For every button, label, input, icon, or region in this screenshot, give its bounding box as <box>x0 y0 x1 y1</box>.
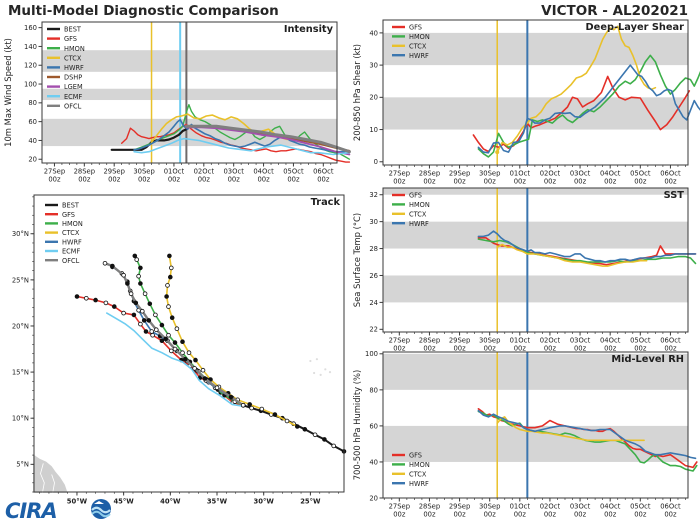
y-tick-label: 40 <box>28 136 37 145</box>
track-point-marker <box>160 339 164 343</box>
track-point-marker <box>160 323 164 327</box>
x-tick-date-label: 06Oct <box>660 336 681 345</box>
cira-logo <box>4 496 129 525</box>
x-tick-date-label: 06Oct <box>660 169 681 178</box>
x-tick-hour-label: 00z <box>108 175 121 184</box>
x-tick-date-label: 02Oct <box>539 169 561 178</box>
legend-label-BEST: BEST <box>62 201 79 210</box>
track-point-marker <box>173 341 177 345</box>
track-point-marker <box>144 330 148 334</box>
x-tick-hour-label: 00z <box>393 510 406 519</box>
y-axis-label: 200-850 hPa Shear (kt) <box>352 43 362 142</box>
x-tick-date-label: 02Oct <box>539 502 561 511</box>
track-point-marker <box>111 264 115 268</box>
legend-label-GFS: GFS <box>64 35 77 44</box>
x-tick-date-label: 30Sep <box>478 169 501 178</box>
y-tick-label: 28 <box>369 244 378 253</box>
x-tick-date-label: 28Sep <box>418 502 441 511</box>
x-tick-label: 25°W <box>300 497 321 506</box>
x-tick-hour-label: 00z <box>137 175 151 184</box>
legend-label-HMON: HMON <box>409 461 430 469</box>
track-point-marker <box>112 305 116 309</box>
legend-label-HWRF: HWRF <box>409 479 429 488</box>
track-point-marker <box>323 438 327 442</box>
track-point-marker <box>164 337 168 341</box>
x-tick-hour-label: 00z <box>573 177 587 186</box>
track-point-marker <box>126 282 130 286</box>
y-tick-label: 80 <box>369 386 378 395</box>
track-point-marker <box>139 322 143 326</box>
track-point-marker <box>203 377 207 381</box>
x-tick-hour-label: 00z <box>573 344 587 353</box>
track-point-marker <box>134 301 138 305</box>
track-point-marker <box>129 292 133 296</box>
track-point-marker <box>332 444 336 448</box>
x-tick-date-label: 28Sep <box>418 336 441 345</box>
x-tick-date-label: 29Sep <box>448 502 471 511</box>
x-tick-date-label: 29Sep <box>448 336 471 345</box>
x-tick-date-label: 05Oct <box>283 167 304 176</box>
legend-label-HMON: HMON <box>62 220 83 228</box>
y-tick-label: 10 <box>369 125 378 134</box>
track-point-marker <box>248 403 252 407</box>
track-point-marker <box>104 301 108 305</box>
legend-label-HMON: HMON <box>409 201 430 209</box>
legend-label-GFS: GFS <box>409 23 422 32</box>
x-tick-hour-label: 00z <box>287 175 300 184</box>
track-point-marker <box>273 413 277 417</box>
track-point-marker <box>175 327 179 331</box>
panel-title: Mid-Level RH <box>611 354 684 365</box>
x-tick-label: 50°W <box>66 497 88 506</box>
cira-logo-text: CIRA <box>5 499 57 523</box>
legend-label-DSHP: DSHP <box>64 73 83 82</box>
legend-label-GFS: GFS <box>62 210 75 219</box>
track-point-marker <box>147 319 151 323</box>
panel-title: SST <box>663 190 684 201</box>
legend-label-CTCX: CTCX <box>409 470 427 479</box>
y-tick-label: 20 <box>369 494 378 503</box>
y-tick-label: 60 <box>369 422 378 431</box>
track-point-marker <box>241 403 245 407</box>
x-tick-date-label: 01Oct <box>509 502 531 511</box>
panel-track <box>12 195 346 506</box>
panel-shear <box>352 20 700 186</box>
x-tick-date-label: 01Oct <box>509 336 531 345</box>
panel-sst <box>352 188 696 353</box>
track-point-marker <box>169 349 173 353</box>
x-tick-date-label: 05Oct <box>630 169 651 178</box>
legend-label-HWRF: HWRF <box>64 64 84 72</box>
track-point-marker <box>169 266 173 270</box>
x-tick-hour-label: 00z <box>227 175 240 184</box>
x-tick-label: 40°W <box>160 497 181 506</box>
x-tick-date-label: 28Sep <box>73 167 96 176</box>
track-point-marker <box>229 395 233 399</box>
legend-sst <box>392 192 430 228</box>
x-tick-hour-label: 00z <box>604 344 617 353</box>
y-tick-label: 40 <box>369 458 378 467</box>
track-point-marker <box>260 407 264 411</box>
x-tick-date-label: 04Oct <box>599 336 621 345</box>
x-tick-hour-label: 00z <box>453 344 466 353</box>
y-tick-label: 26 <box>369 271 378 280</box>
track-point-marker <box>168 254 172 258</box>
x-tick-date-label: 04Oct <box>599 169 621 178</box>
legend-label-ECMF: ECMF <box>64 92 83 101</box>
x-tick-hour-label: 00z <box>543 177 557 186</box>
track-point-marker <box>94 298 98 302</box>
y-tick-label: 32 <box>369 191 378 200</box>
legend-label-OFCL: OFCL <box>62 256 80 265</box>
x-tick-hour-label: 00z <box>393 344 406 353</box>
island <box>320 374 322 376</box>
y-axis-label: 10m Max Wind Speed (kt) <box>3 38 13 147</box>
x-tick-date-label: 30Sep <box>478 502 501 511</box>
x-tick-hour-label: 00z <box>634 510 647 519</box>
track-point-marker <box>137 274 141 278</box>
x-tick-date-label: 02Oct <box>193 167 215 176</box>
x-tick-label: 30°W <box>253 497 274 506</box>
track-point-marker <box>139 266 143 270</box>
track-point-marker <box>168 275 172 279</box>
x-tick-date-label: 01Oct <box>509 169 531 178</box>
x-tick-hour-label: 00z <box>543 344 557 353</box>
y-tick-label: 30°N <box>11 230 29 239</box>
track-point-marker <box>181 340 185 344</box>
figure-title: Multi-Model Diagnostic Comparison <box>8 3 279 19</box>
legend-label-BEST: BEST <box>64 25 81 34</box>
x-tick-date-label: 05Oct <box>630 502 651 511</box>
x-tick-hour-label: 00z <box>453 177 466 186</box>
track-point-marker <box>75 295 79 299</box>
track-point-marker <box>148 302 152 306</box>
y-tick-label: 24 <box>369 298 378 307</box>
shaded-band <box>42 50 337 72</box>
x-tick-date-label: 30Sep <box>133 167 155 176</box>
y-tick-label: 10°N <box>11 414 29 423</box>
x-tick-hour-label: 00z <box>634 177 647 186</box>
y-tick-label: 60 <box>28 118 37 127</box>
x-tick-date-label: 03Oct <box>569 336 591 345</box>
x-tick-hour-label: 00z <box>604 177 617 186</box>
y-tick-label: 160 <box>24 24 37 33</box>
y-tick-label: 0 <box>373 158 378 167</box>
x-tick-hour-label: 00z <box>513 177 526 186</box>
legend-label-HWRF: HWRF <box>409 219 429 228</box>
track-point-marker <box>173 347 177 351</box>
track-point-marker <box>313 433 317 437</box>
y-axis-label: 700-500 hPa Humidity (%) <box>352 369 362 481</box>
x-tick-hour-label: 00z <box>664 510 677 519</box>
track-point-marker <box>139 282 143 286</box>
legend-label-CTCX: CTCX <box>64 54 82 63</box>
x-tick-date-label: 27Sep <box>388 169 411 178</box>
track-point-marker <box>154 313 158 317</box>
x-tick-hour-label: 00z <box>513 344 526 353</box>
y-tick-label: 5°N <box>16 460 29 469</box>
x-tick-hour-label: 00z <box>423 344 436 353</box>
y-tick-label: 20 <box>28 155 37 164</box>
track-point-marker <box>140 309 144 313</box>
shaded-band <box>383 188 688 195</box>
x-tick-hour-label: 00z <box>483 177 496 186</box>
legend-label-ECMF: ECMF <box>62 247 81 256</box>
x-tick-hour-label: 00z <box>197 175 210 184</box>
track-point-marker <box>142 319 146 323</box>
island <box>329 371 331 373</box>
track-point-marker <box>167 305 171 309</box>
x-tick-hour-label: 00z <box>48 175 61 184</box>
track-point-marker <box>285 419 289 423</box>
x-tick-date-label: 29Sep <box>448 169 471 178</box>
x-tick-hour-label: 00z <box>393 177 406 186</box>
island <box>316 358 318 360</box>
legend-label-CTCX: CTCX <box>409 42 427 51</box>
shaded-band <box>42 89 337 100</box>
series-start-dot <box>495 150 499 154</box>
track-point-marker <box>250 406 254 410</box>
y-tick-label: 40 <box>369 29 378 38</box>
shaded-band <box>383 275 688 302</box>
x-tick-date-label: 03Oct <box>223 167 244 176</box>
cira-logo-emblem <box>91 499 111 519</box>
island <box>309 360 311 362</box>
y-tick-label: 25°N <box>11 276 29 285</box>
y-tick-label: 30 <box>369 61 378 70</box>
x-tick-date-label: 27Sep <box>388 502 411 511</box>
track-point-marker <box>167 333 171 337</box>
track-point-marker <box>133 254 137 258</box>
x-tick-hour-label: 00z <box>664 344 677 353</box>
track-point-marker <box>201 368 205 372</box>
panel-title: Track <box>310 197 340 208</box>
series-HWRF <box>112 267 243 405</box>
y-tick-label: 100 <box>24 80 37 89</box>
x-tick-date-label: 05Oct <box>630 336 651 345</box>
legend-label-HMON: HMON <box>409 33 430 41</box>
legend-label-HMON: HMON <box>64 44 85 53</box>
y-tick-label: 22 <box>369 325 378 334</box>
x-tick-date-label: 02Oct <box>539 336 561 345</box>
x-tick-hour-label: 00z <box>664 177 677 186</box>
track-point-marker <box>143 292 147 296</box>
panel-intensity <box>3 22 349 184</box>
x-tick-hour-label: 00z <box>543 510 557 519</box>
x-tick-date-label: 04Oct <box>253 167 274 176</box>
x-tick-hour-label: 00z <box>167 175 181 184</box>
x-tick-hour-label: 00z <box>78 175 91 184</box>
y-tick-label: 20 <box>369 93 378 102</box>
track-point-marker <box>194 358 198 362</box>
track-point-marker <box>215 386 219 390</box>
x-tick-hour-label: 00z <box>573 510 587 519</box>
x-tick-date-label: 06Oct <box>313 167 334 176</box>
x-tick-date-label: 03Oct <box>569 169 591 178</box>
legend-label-HWRF: HWRF <box>409 51 429 60</box>
series-BEST <box>243 405 344 451</box>
x-tick-label: 35°W <box>206 497 228 506</box>
track-point-marker <box>303 427 307 431</box>
legend-label-LGEM: LGEM <box>64 83 83 92</box>
island <box>313 372 315 374</box>
track-point-marker <box>122 311 126 315</box>
track-point-marker <box>122 273 126 277</box>
x-tick-date-label: 03Oct <box>569 502 591 511</box>
panel-title: Deep-Layer Shear <box>585 22 684 33</box>
track-point-marker <box>187 351 191 355</box>
island <box>324 368 326 370</box>
y-tick-label: 100 <box>365 350 378 359</box>
track-point-marker <box>165 295 169 299</box>
panel-rh <box>352 350 697 518</box>
legend-label-HWRF: HWRF <box>62 238 82 247</box>
x-tick-date-label: 04Oct <box>599 502 621 511</box>
legend-label-CTCX: CTCX <box>62 229 80 238</box>
y-tick-label: 15°N <box>11 368 29 377</box>
x-tick-hour-label: 00z <box>483 510 496 519</box>
track-point-marker <box>154 328 158 332</box>
y-tick-label: 80 <box>28 99 37 108</box>
x-tick-date-label: 29Sep <box>103 167 125 176</box>
panel-title: Intensity <box>283 24 333 35</box>
y-tick-label: 140 <box>24 42 37 51</box>
x-tick-hour-label: 00z <box>483 344 496 353</box>
x-tick-date-label: 27Sep <box>388 336 411 345</box>
legend-label-OFCL: OFCL <box>64 102 82 111</box>
legend-label-GFS: GFS <box>409 451 422 460</box>
x-tick-date-label: 30Sep <box>478 336 501 345</box>
track-point-marker <box>103 261 107 265</box>
track-point-marker <box>150 330 154 334</box>
y-tick-label: 30 <box>369 218 378 227</box>
y-axis-label: Sea Surface Temp (°C) <box>352 212 362 308</box>
y-tick-label: 20°N <box>11 322 29 331</box>
y-tick-label: 120 <box>24 61 37 70</box>
x-tick-date-label: 01Oct <box>163 167 185 176</box>
x-tick-hour-label: 00z <box>513 510 526 519</box>
track-point-marker <box>151 333 155 337</box>
track-point-marker <box>135 258 139 262</box>
x-tick-date-label: 27Sep <box>43 167 66 176</box>
track-point-marker <box>132 313 136 317</box>
x-tick-date-label: 28Sep <box>418 169 441 178</box>
x-tick-hour-label: 00z <box>453 510 466 519</box>
legend-label-CTCX: CTCX <box>409 210 427 219</box>
legend-label-GFS: GFS <box>409 191 422 200</box>
legend-track <box>45 202 83 265</box>
track-point-marker <box>84 296 88 300</box>
track-point-marker <box>193 367 197 371</box>
track-point-marker <box>170 316 174 320</box>
x-tick-hour-label: 00z <box>257 175 270 184</box>
x-tick-hour-label: 00z <box>423 177 436 186</box>
cira-logo-graphic <box>4 496 129 524</box>
x-tick-hour-label: 00z <box>423 510 436 519</box>
x-tick-hour-label: 00z <box>634 344 647 353</box>
land-mass <box>33 454 68 493</box>
storm-title: VICTOR - AL202021 <box>541 3 688 19</box>
track-point-marker <box>295 425 299 429</box>
track-point-marker <box>166 284 170 288</box>
x-tick-date-label: 06Oct <box>660 502 681 511</box>
x-tick-hour-label: 00z <box>604 510 617 519</box>
x-tick-label: 45°W <box>113 497 134 506</box>
x-tick-hour-label: 00z <box>317 175 330 184</box>
track-point-marker <box>183 357 187 361</box>
